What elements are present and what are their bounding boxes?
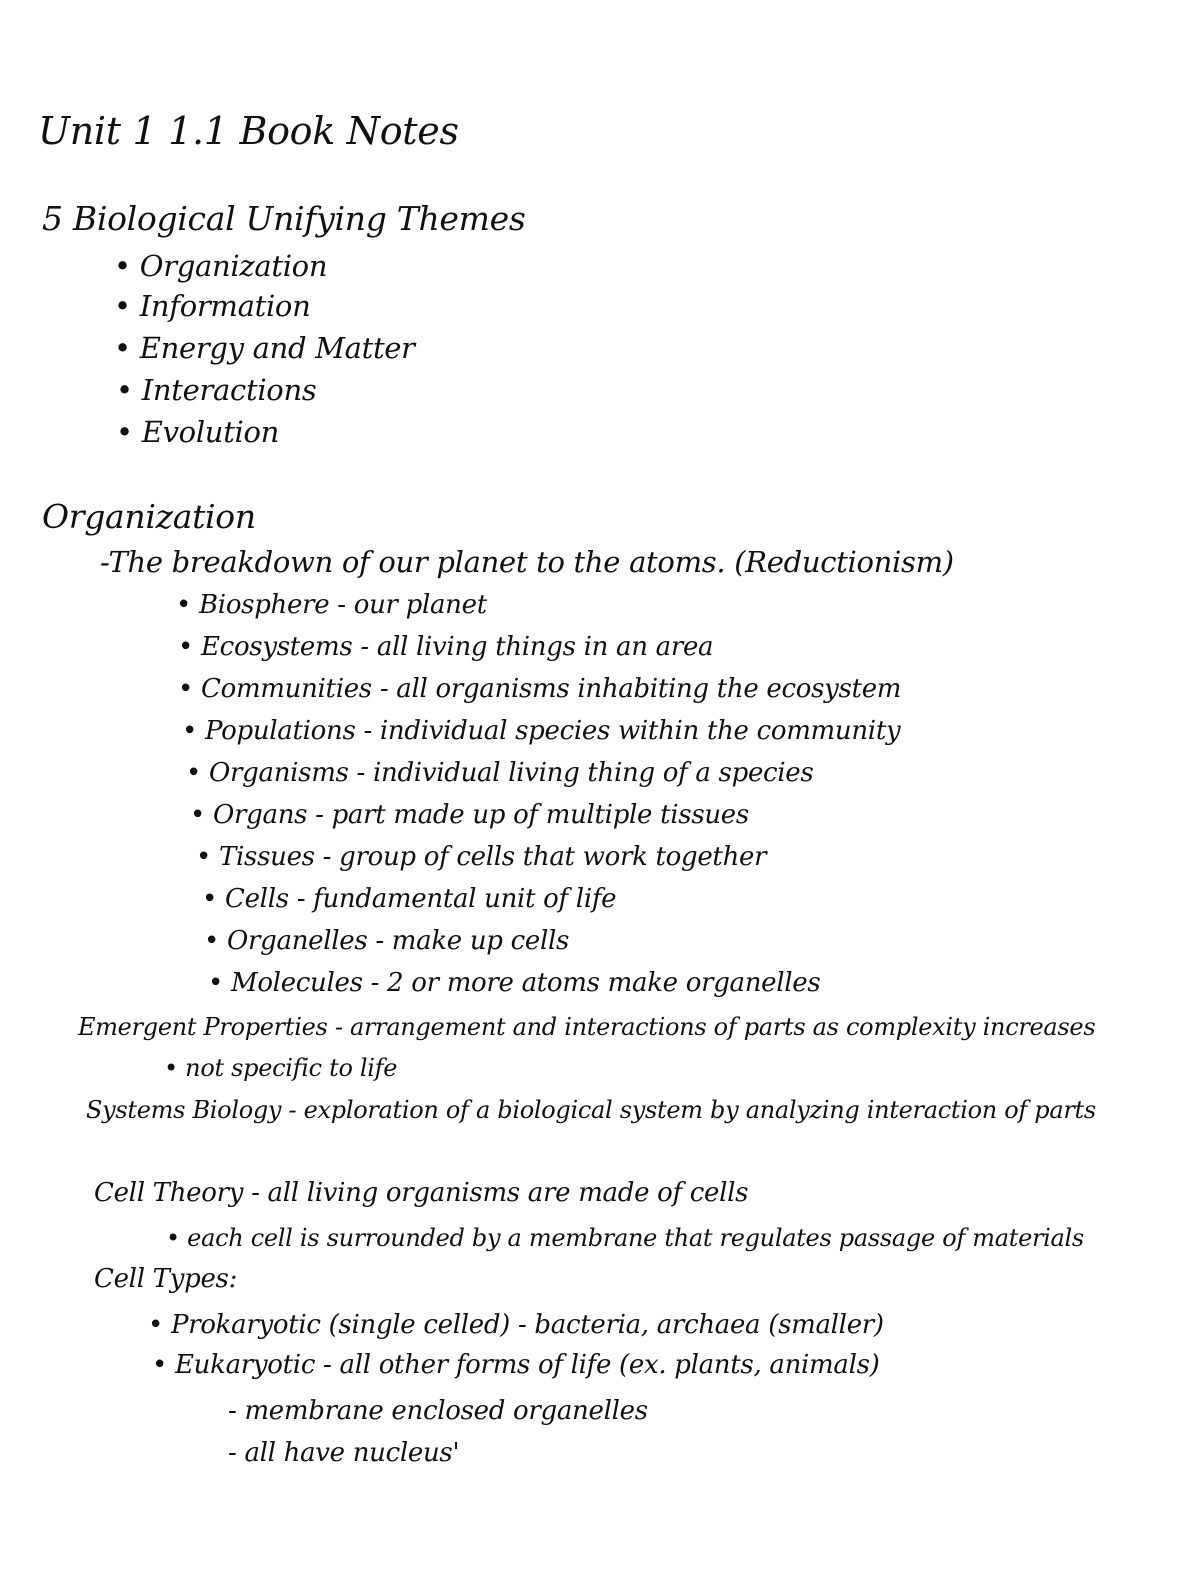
theme-item: • Organization <box>114 249 328 283</box>
organization-level: • Tissues - group of cells that work together <box>196 842 767 872</box>
organization-heading: Organization <box>42 497 256 536</box>
eukaryotic-subpoint: - membrane enclosed organelles <box>228 1396 648 1426</box>
organization-definition: -The breakdown of our planet to the atoms. (Reductionism) <box>100 545 954 579</box>
organization-level: • Organisms - individual living thing of a species <box>186 758 814 788</box>
theme-item: • Information <box>114 289 311 323</box>
organization-level: • Cells - fundamental unit of life <box>202 884 617 914</box>
organization-level: • Communities - all organisms inhabiting the ecosystem <box>178 674 902 704</box>
theme-item: • Energy and Matter <box>114 331 415 365</box>
page-title: Unit 1 1.1 Book Notes <box>38 109 459 153</box>
organization-level: • Molecules - 2 or more atoms make organelles <box>208 968 821 998</box>
eukaryotic-subpoint: - all have nucleus' <box>228 1438 460 1468</box>
cell-theory: Cell Theory - all living organisms are made of cells <box>94 1178 749 1208</box>
organization-level: • Ecosystems - all living things in an area <box>178 632 714 662</box>
prokaryotic-line: • Prokaryotic (single celled) - bacteria, archaea (smaller) <box>148 1310 884 1340</box>
organization-level: • Organs - part made up of multiple tissues <box>190 800 749 830</box>
emergent-properties: Emergent Properties - arrangement and interactions of parts as complexity increases <box>78 1013 1096 1041</box>
organization-level: • Organelles - make up cells <box>204 926 570 956</box>
emergent-note: • not specific to life <box>164 1054 398 1082</box>
theme-item: • Interactions <box>116 373 317 407</box>
cell-types-heading: Cell Types: <box>94 1264 238 1294</box>
organization-level: • Biosphere - our planet <box>176 590 487 620</box>
cell-theory-note: • each cell is surrounded by a membrane that regulates passage of materials <box>166 1224 1084 1252</box>
eukaryotic-line: • Eukaryotic - all other forms of life (ex. plants, animals) <box>152 1350 880 1380</box>
themes-heading: 5 Biological Unifying Themes <box>42 199 526 238</box>
organization-level: • Populations - individual species within the community <box>182 716 901 746</box>
systems-biology: Systems Biology - exploration of a biological system by analyzing interaction of parts <box>86 1096 1096 1124</box>
theme-item: • Evolution <box>116 415 280 449</box>
